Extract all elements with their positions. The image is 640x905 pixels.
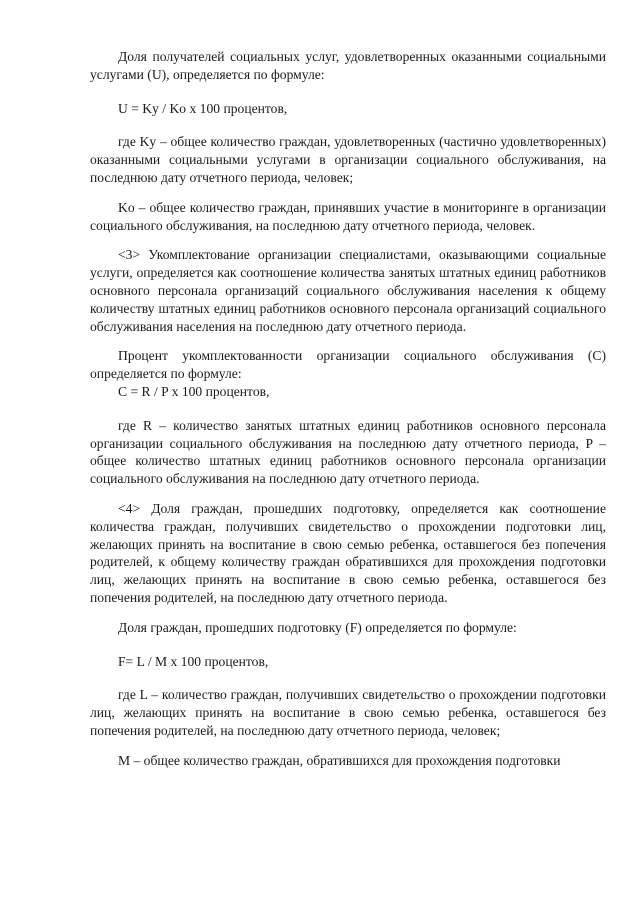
paragraph-ko-definition: Ko – общее количество граждан, принявших участие в мониторинге в организации социального обслуживания, на последнюю дату отчетного периода, человек. — [90, 199, 606, 233]
paragraph-m-definition: M – общее количество граждан, обратившихся для прохождения подготовки — [118, 752, 561, 768]
formula-c: C = R / P x 100 процентов, — [118, 383, 270, 399]
formula-f: F= L / M x 100 процентов, — [118, 653, 269, 669]
paragraph-r-p-definition: где R – количество занятых штатных единиц работников основного персонала организации социального обслуживания на последнюю дату отчетного периода, P – общее количество штатных единиц работников основного персонала организации социального обслуживания на последнюю дату отчетного периода. — [90, 417, 606, 487]
paragraph-f-intro: Доля граждан, прошедших подготовку (F) определяется по формуле: — [118, 619, 517, 635]
formula-u: U = Ky / Ko x 100 процентов, — [118, 100, 288, 116]
footnote-3: <3> Укомплектование организации специалистами, оказывающими социальные услуги, определяется как соотношение количества занятых штатных единиц работников основного персонала организаций социального обслуживания населения к общему количеству штатных единиц работников основного персонала организаций социального обслуживания населения на последнюю дату отчетного периода. — [90, 247, 606, 334]
paragraph-c-intro: Процент укомплектованности организации социального обслуживания (C) определяется по формуле: — [90, 348, 606, 382]
footnote-4: <4> Доля граждан, прошедших подготовку, определяется как соотношение количества граждан, получивших свидетельство о прохождении подготовки лиц, желающих принять на воспитание в свою семью ребенка, оставшегося без попечения родителей, к общему количеству граждан обратившихся для прохождения подготовки лиц, желающих принять на воспитание в свою семью ребенка, оставшегося без попечения родителей, на последнюю дату отчетного периода. — [90, 500, 606, 605]
paragraph-l-definition: где L – количество граждан, получивших свидетельство о прохождении подготовки лиц, желающих принять на воспитание в свою семью ребенка, оставшегося без попечения родителей, на последнюю дату отчетного периода, человек; — [90, 687, 606, 738]
paragraph-ky-definition: где Ky – общее количество граждан, удовлетворенных (частично удовлетворенных) оказанными социальными услугами в организации социального обслуживания, на последнюю дату отчетного периода, человек; — [90, 134, 606, 185]
document-page — [90, 48, 606, 770]
paragraph-u-intro: Доля получателей социальных услуг, удовлетворенных оказанными социальными услугами (U), определяется по формуле: — [90, 49, 606, 82]
